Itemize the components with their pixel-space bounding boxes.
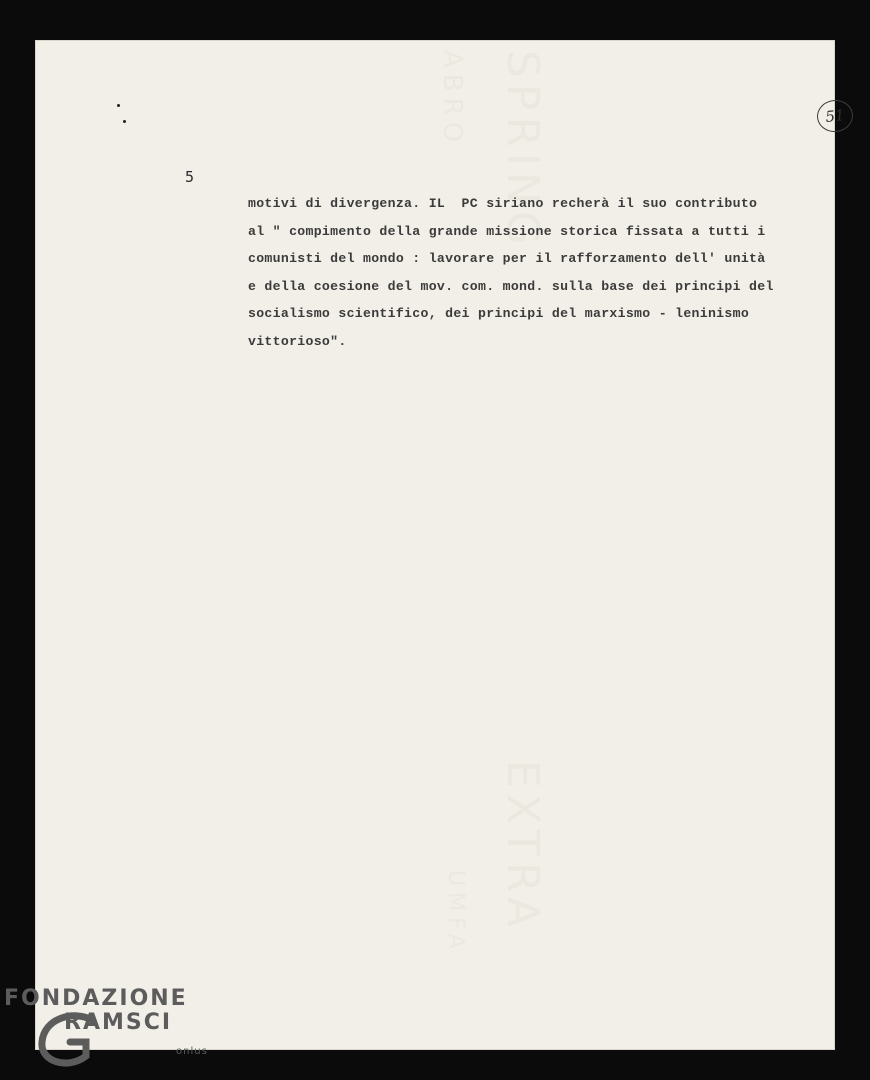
archive-page-stamp-number: 51 (824, 106, 846, 126)
text-line: vittorioso". (248, 333, 347, 349)
text-line: socialismo scientifico, dei principi del marxismo - leninismo (248, 306, 750, 321)
text-line: motivi di divergenza. IL PC siriano recherà il suo contributo (248, 196, 758, 211)
logo-text-line2: RAMSCI (64, 1010, 173, 1035)
archive-page-stamp (815, 98, 854, 134)
typewritten-text (248, 190, 863, 355)
fondazione-gramsci-logo (4, 986, 224, 1066)
watermark-decoration: ABRO (437, 50, 467, 149)
document-page (35, 40, 846, 1050)
margin-marks (115, 102, 135, 132)
watermark-decoration: UMFA (443, 870, 468, 955)
text-line: al " compimento della grande missione storica fissata a tutti i (248, 223, 766, 239)
watermark-decoration: SPRING (497, 50, 548, 252)
text-line: comunisti del mondo : lavorare per il rafforzamento dell' unità (248, 251, 766, 266)
logo-suffix: onlus (176, 1046, 208, 1057)
watermark-decoration: EXTRA (497, 760, 548, 933)
logo-text-line1: FONDAZIONE (4, 986, 188, 1011)
text-line: e della coesione del mov. com. mond. sulla base dei principi del (248, 278, 774, 294)
page-number: 5 (185, 168, 195, 186)
